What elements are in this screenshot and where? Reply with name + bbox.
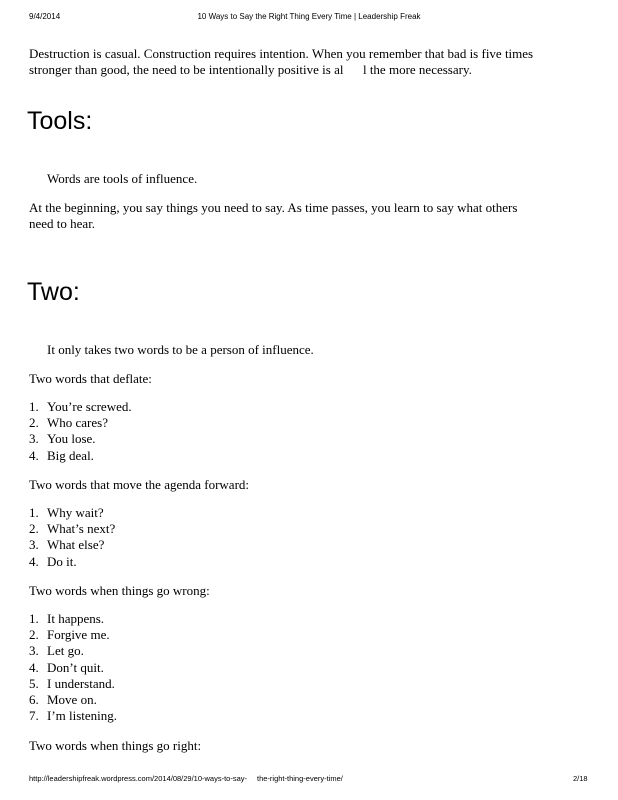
list-item: 2. Who cares? (29, 415, 108, 431)
two-quote: It only takes two words to be a person of influence. (47, 342, 314, 357)
tools-line-1: At the beginning, you say things you need to say. As time passes, you learn to say what others (29, 200, 518, 215)
tools-line-2: need to hear. (29, 216, 96, 231)
list-item: 6. Move on. (29, 691, 97, 707)
list-item: 1. You’re screwed. (29, 399, 132, 414)
list-item: 4. Don’t quit. (29, 659, 104, 675)
header-title: 10 Ways to Say the Right Thing Every Time | Leadership Freak (197, 12, 421, 21)
page-number: 2/18 (573, 774, 588, 783)
tools-heading: Tools: (27, 107, 93, 135)
footer-url-continued[interactable]: the-right-thing-every-time/ (257, 774, 343, 783)
list-item: 2. What’s next? (29, 521, 116, 537)
intro-line-2: stronger than good, the need to be intentionally positive is al l the more necessary. (29, 62, 472, 77)
deflate-intro: Two words that deflate: (29, 371, 152, 386)
list-item: 3. Let go. (29, 643, 84, 659)
deflate-list (29, 399, 132, 464)
list-item: 3. You lose. (29, 431, 96, 447)
wrong-intro: Two words when things go wrong: (29, 583, 210, 598)
tools-quote: Words are tools of influence. (47, 171, 198, 186)
right-intro: Two words when things go right: (29, 738, 202, 753)
list-item: 7. I’m listening. (29, 708, 118, 724)
list-item: 5. I understand. (29, 675, 115, 691)
footer-url[interactable]: http://leadershipfreak.wordpress.com/2014/08/29/10-ways-to-say- (29, 774, 248, 783)
list-item: 4. Do it. (29, 553, 77, 569)
list-item: 4. Big deal. (29, 447, 94, 463)
header-date: 9/4/2014 (29, 12, 61, 21)
intro-line-1: Destruction is casual. Construction requires intention. When you remember that bad is five times (29, 46, 534, 61)
list-item: 3. What else? (29, 537, 105, 553)
list-item: 2. Forgive me. (29, 627, 110, 643)
intro-paragraph (29, 46, 569, 78)
tools-paragraph (29, 200, 569, 232)
forward-list (29, 505, 115, 570)
two-heading: Two: (27, 278, 80, 306)
forward-intro: Two words that move the agenda forward: (29, 477, 250, 492)
list-item: 1. Why wait? (29, 505, 104, 520)
wrong-list (29, 611, 117, 724)
list-item: 1. It happens. (29, 611, 105, 626)
